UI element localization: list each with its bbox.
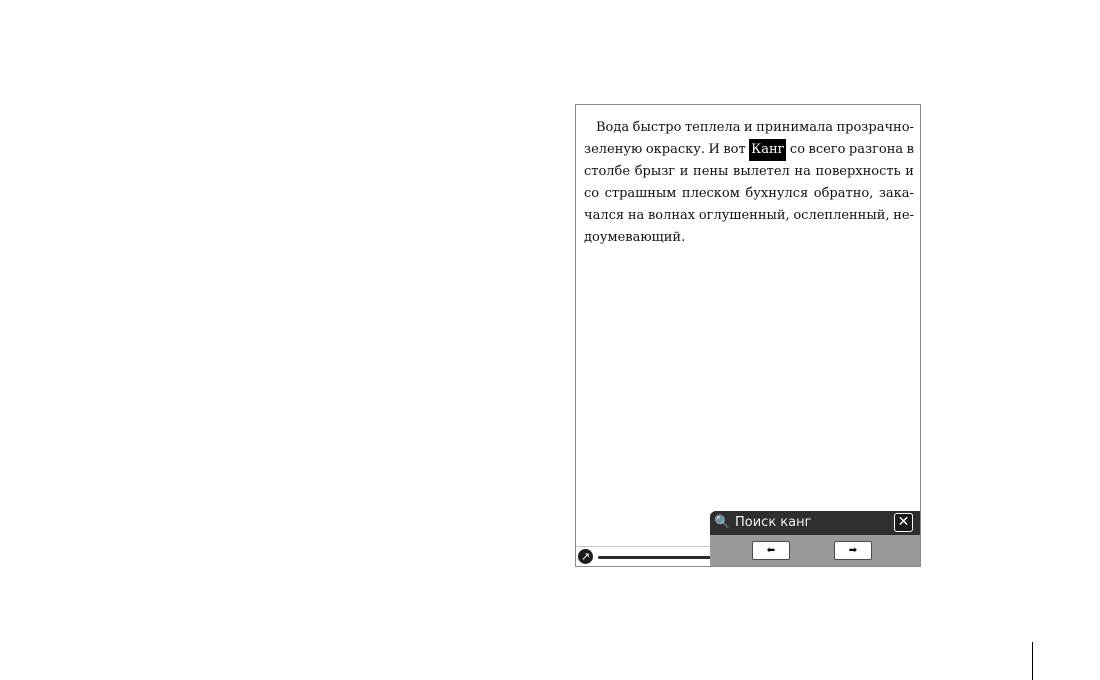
word: И <box>708 142 720 157</box>
text-line <box>584 139 914 161</box>
word: пены <box>693 164 729 179</box>
text-line <box>584 227 914 249</box>
word: на <box>794 164 811 179</box>
text-line <box>584 117 914 139</box>
word: всего <box>808 142 846 157</box>
page-edge-rule <box>1032 642 1033 680</box>
goto-page-icon[interactable]: ↗ <box>578 549 593 564</box>
book-text <box>584 117 914 249</box>
word: чался <box>584 208 625 223</box>
word: и <box>905 164 914 179</box>
word: зеленую <box>584 142 643 157</box>
word: волнах <box>647 208 696 223</box>
word: разгона <box>848 142 904 157</box>
word: вот <box>723 142 746 157</box>
word: страшным <box>604 186 677 201</box>
search-title: Поиск канг <box>735 515 812 530</box>
word: быстро <box>632 120 682 135</box>
search-next-button[interactable]: ➡ <box>834 541 872 560</box>
word: прозрачно- <box>836 120 914 135</box>
text-line <box>584 205 914 227</box>
word: не- <box>893 208 914 223</box>
word: принимала <box>756 120 833 135</box>
word: брызг <box>634 164 676 179</box>
word: поверхность <box>815 164 901 179</box>
word: на <box>627 208 645 223</box>
word: и <box>679 164 689 179</box>
word: оглушенный, <box>698 208 790 223</box>
word: окраску. <box>645 142 706 157</box>
word: плеском <box>681 186 740 201</box>
word: бухнулся <box>745 186 809 201</box>
word: в <box>906 142 914 157</box>
close-search-button[interactable]: ✕ <box>894 513 913 532</box>
text-line <box>584 183 914 205</box>
search-prev-button[interactable]: ⬅ <box>752 541 790 560</box>
word: ослепленный, <box>793 208 890 223</box>
text-line <box>584 161 914 183</box>
word: со <box>789 142 806 157</box>
word: столбе <box>584 164 631 179</box>
search-help-icon: 🔍 <box>714 515 731 530</box>
search-match-highlight: Канг <box>749 139 786 161</box>
word: зака- <box>878 186 914 201</box>
search-header <box>710 511 921 535</box>
word: со <box>584 186 600 201</box>
word: обратно, <box>813 186 874 201</box>
search-panel <box>710 511 921 567</box>
word: вылетел <box>733 164 790 179</box>
word: доумевающий. <box>584 230 686 245</box>
word: теплела <box>684 120 741 135</box>
word: Вода <box>596 120 630 135</box>
ereader-screen <box>575 104 921 567</box>
word: и <box>743 120 753 135</box>
